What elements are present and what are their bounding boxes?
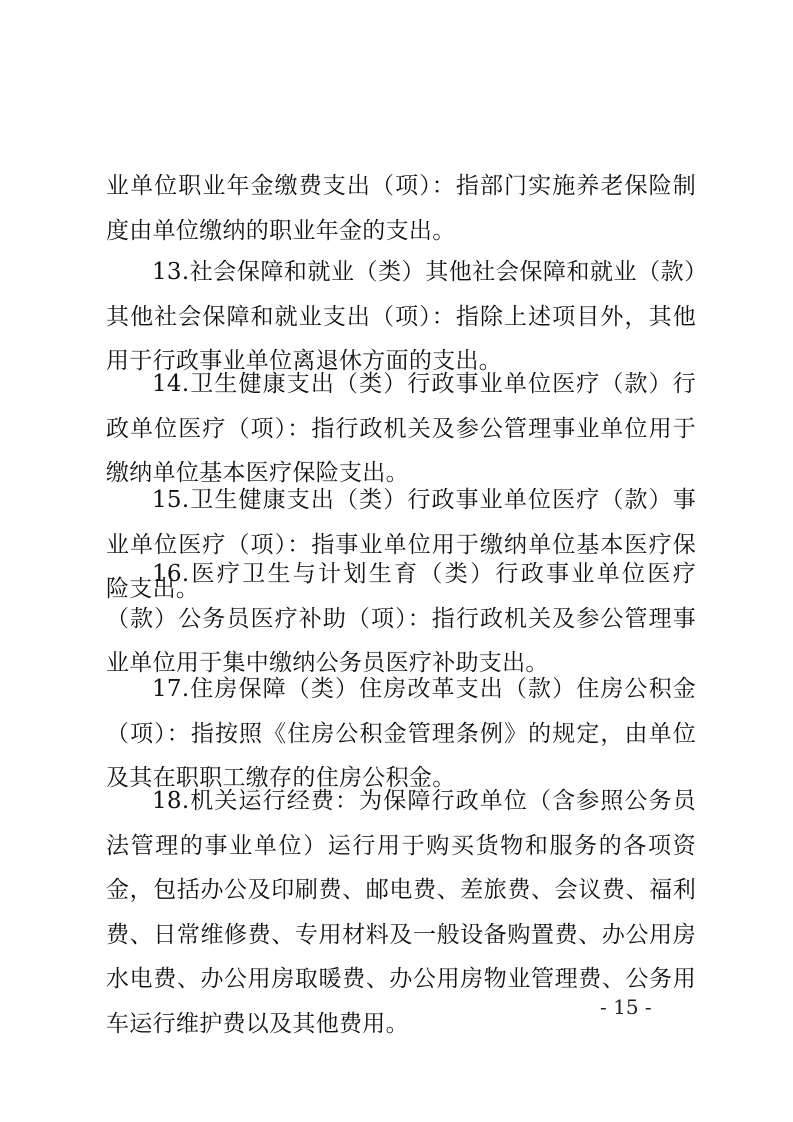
paragraph-pension-continuation: 业单位职业年金缴费支出（项）：指部门实施养老保险制度由单位缴纳的职业年金的支出。 <box>106 173 696 244</box>
paragraph-item-16: 16.医疗卫生与计划生育（类）行政事业单位医疗（款）公务员医疗补助（项）：指行政机关及参公管理事业单位用于集中缴纳公务员医疗补助支出。 <box>106 561 696 676</box>
paragraph-item-15: 15.卫生健康支出（类）行政事业单位医疗（款）事业单位医疗（项）：指事业单位用于缴纳单位基本医疗保险支出。 <box>106 487 696 602</box>
paragraph-item-13: 13.社会保障和就业（类）其他社会保障和就业（款）其他社会保障和就业支出（项）：指除上述项目外，其他用于行政事业单位离退休方面的支出。 <box>106 259 696 374</box>
paragraph-item-17: 17.住房保障（类）住房改革支出（款）住房公积金（项）：指按照《住房公积金管理条例》的规定，由单位及其在职职工缴存的住房公积金。 <box>106 676 696 791</box>
page-number: - 15 - <box>600 995 652 1019</box>
paragraph-item-18: 18.机关运行经费：为保障行政单位（含参照公务员法管理的事业单位）运行用于购买货物和服务的各项资金，包括办公及印刷费、邮电费、差旅费、会议费、福利费、日常维修费、专用材料及一般设备购置费、办公用房水电费、办公用房取暖费、办公用房物业管理费、公务用车运行维护费以及其他费用。 <box>106 788 696 1037</box>
paragraph-item-14: 14.卫生健康支出（类）行政事业单位医疗（款）行政单位医疗（项）：指行政机关及参公管理事业单位用于缴纳单位基本医疗保险支出。 <box>106 371 696 486</box>
